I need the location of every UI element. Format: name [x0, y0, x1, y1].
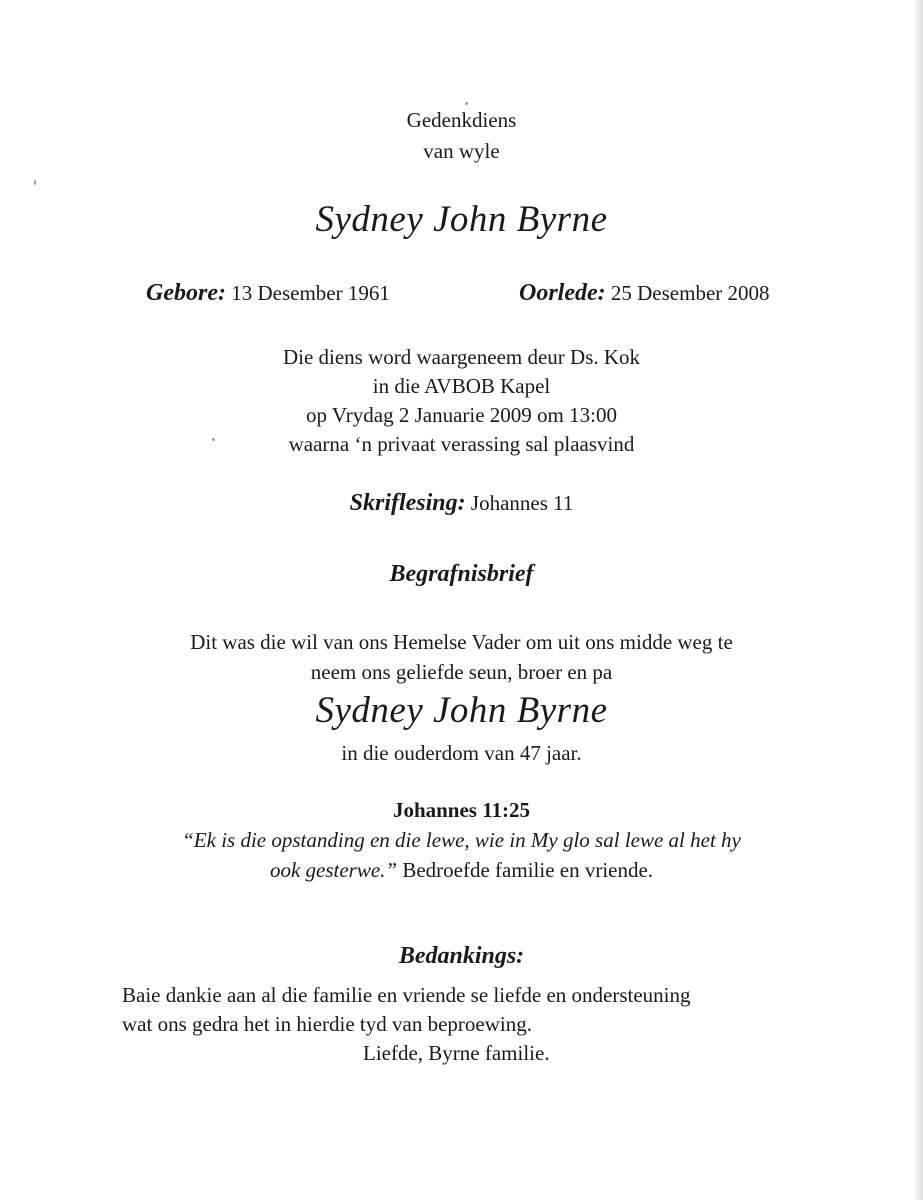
- verse-quote-end: ook gesterwe.”: [269, 858, 398, 882]
- paper-edge-shadow: [913, 0, 923, 1200]
- letter-line: neem ons geliefde seun, broer en pa: [310, 660, 613, 684]
- letter-line: Dit was die wil van ons Hemelse Vader om uit ons midde weg te: [190, 630, 733, 654]
- thanks-line: wat ons gedra het in hierdie tyd van beproewing.: [122, 1012, 532, 1036]
- thanks-signature: Liefde, Byrne familie.: [363, 1041, 550, 1065]
- died-label: Oorlede:: [519, 280, 606, 306]
- service-subtitle: van wyle: [423, 139, 500, 163]
- verse-reference: Johannes 11:25: [392, 798, 531, 822]
- scripture-reading: [0, 491, 923, 516]
- born-line: [146, 281, 390, 306]
- scan-speck: [34, 180, 36, 185]
- thanks-line: Baie dankie aan al die familie en vriende se liefde en ondersteuning: [122, 983, 691, 1007]
- scripture-label: Skriflesing:: [349, 490, 466, 516]
- service-line: Die diens word waargeneem deur Ds. Kok: [282, 345, 641, 369]
- born-label: Gebore:: [146, 280, 226, 306]
- died-line: [519, 281, 770, 306]
- letter-deceased-name: Sydney John Byrne: [315, 690, 608, 731]
- verse-quote-line: “Ek is die opstanding en die lewe, wie in My glo sal lewe al het hy: [182, 828, 741, 852]
- service-line: in die AVBOB Kapel: [372, 374, 551, 398]
- service-title: Gedenkdiens: [406, 108, 517, 132]
- service-line: op Vrydag 2 Januarie 2009 om 13:00: [306, 403, 617, 427]
- service-line: waarna ‘n privaat verassing sal plaasvind: [288, 432, 635, 456]
- verse-line: [0, 858, 923, 883]
- scripture-value: Johannes 11: [470, 491, 574, 515]
- letter-line: in die ouderdom van 47 jaar.: [341, 741, 582, 765]
- died-date: 25 Desember 2008: [610, 281, 770, 305]
- born-date: 13 Desember 1961: [231, 281, 390, 305]
- mourners-signoff: Bedroefde familie en vriende.: [402, 858, 654, 882]
- letter-heading: Begrafnisbrief: [389, 561, 534, 587]
- scan-speck: [465, 102, 468, 105]
- thanks-heading: Bedankings:: [398, 943, 525, 969]
- deceased-name: Sydney John Byrne: [315, 199, 608, 240]
